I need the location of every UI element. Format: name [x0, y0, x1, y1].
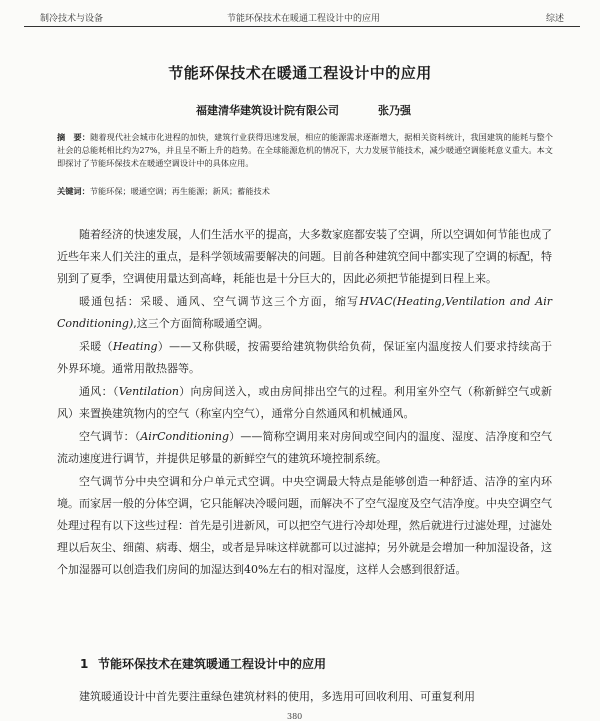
section-title: 节能环保技术在建筑暖通工程设计中的应用	[98, 657, 327, 671]
paper-title: 节能环保技术在暖通工程设计中的应用	[168, 64, 432, 82]
section-number: 1	[80, 657, 89, 671]
paragraph-ac-text: ）——简称空调用来对房间或空间内的温度、湿度、洁净度和空气流动速度进行调节，并提供足够量的新鲜空气的建筑环境控制系统。	[57, 430, 553, 465]
body-text	[57, 224, 552, 582]
page-number: 380	[287, 712, 303, 721]
paragraph-air-conditioning	[57, 426, 552, 470]
keywords-label: 关键词：	[57, 186, 90, 196]
paragraph-hvac-tail: ,这三个方面简称暖通空调。	[133, 317, 269, 330]
abstract-label: 摘 要：	[57, 132, 91, 142]
paragraph-heating-text: ）——又称供暖，按需要给建筑物供给负荷，保证室内温度按人们要求持续高于外界环境。通常用散热器等。	[57, 340, 553, 375]
header-rule	[24, 26, 580, 27]
ventilation-english-term: Ventilation	[118, 385, 179, 398]
author-name: 张乃强	[378, 104, 411, 117]
section-heading	[80, 655, 326, 672]
affiliation: 福建清华建筑设计院有限公司	[196, 104, 339, 117]
paragraph-ventilation	[57, 381, 552, 425]
journal-name: 制冷技术与设备	[40, 14, 104, 24]
hvac-english-term: HVAC(Heating,Ventilation and Air Conditioning)	[57, 295, 553, 330]
running-title: 节能环保技术在暖通工程设计中的应用	[227, 14, 381, 24]
paragraph-hvac	[57, 291, 552, 335]
paragraph-heating	[57, 336, 552, 380]
paragraph-ventilation-lead: 通风：（	[79, 385, 119, 398]
paragraph-ac-lead: 空气调节：（	[79, 430, 141, 443]
keywords-text: 节能环保；暖通空调；再生能源；新风；蓄能技术	[89, 186, 270, 196]
heating-english-term: Heating	[112, 340, 158, 353]
paragraph-central-ac: 空气调节分中央空调和分户单元式空调。中央空调最大特点是能够创造一种舒适、洁净的室内环境。而家居一般的分体空调，它只能解决冷暖问题，而解决不了空气湿度及空气洁净度。中央空调空气处理过程有以下这些过程：首先是引进新风，可以把空气进行冷却处理，然后就进行过滤处理，过滤处理以后灰尘、细菌、病毒、烟尘，或者是异味这样就都可以过滤掉；另外就是会增加一种加湿设备，这个加湿器可以创造我们房间的加湿达到40%左右的相对湿度，这样人会感到很舒适。	[57, 475, 552, 576]
ac-english-term: AirConditioning	[140, 430, 230, 443]
paragraph-heating-lead: 采暖（	[79, 340, 113, 353]
column-name: 综述	[545, 14, 564, 24]
paragraph-intro: 随着经济的快速发展，人们生活水平的提高，大多数家庭都安装了空调，所以空调如何节能也成了近些年来人们关注的重点，是科学领域需要解决的问题。目前各种建筑空间中都实现了空调的标配，特别到了夏季，空调使用量达到高峰，耗能也是十分巨大的，因此必须把节能提到日程上来。	[57, 228, 552, 285]
paragraph-hvac-text: 暖通包括：采暖、通风、空气调节这三个方面，缩写	[79, 295, 360, 308]
abstract	[57, 131, 553, 169]
paragraph-ventilation-text: ）向房间送入，或由房间排出空气的过程。利用室外空气（称新鲜空气或新风）来置换建筑物内的空气（称室内空气），通常分自然通风和机械通风。	[57, 385, 553, 420]
abstract-text: 随着现代社会城市化进程的加快，建筑行业获得迅速发展，相应的能源需求逐渐增大，据相关资料统计，我国建筑的能耗与整个社会的总能耗相比约为27%，并且呈不断上升的趋势。在全球能源危机的情况下，大力发展节能技术，减少暖通空调能耗意义重大。本文即探讨了节能环保技术在暖通空调设计中的具体应用。	[57, 132, 553, 168]
keywords	[57, 185, 553, 197]
section-first-line: 建筑暖通设计中首先要注重绿色建筑材料的使用，多选用可回收利用、可重复利用	[79, 690, 475, 703]
